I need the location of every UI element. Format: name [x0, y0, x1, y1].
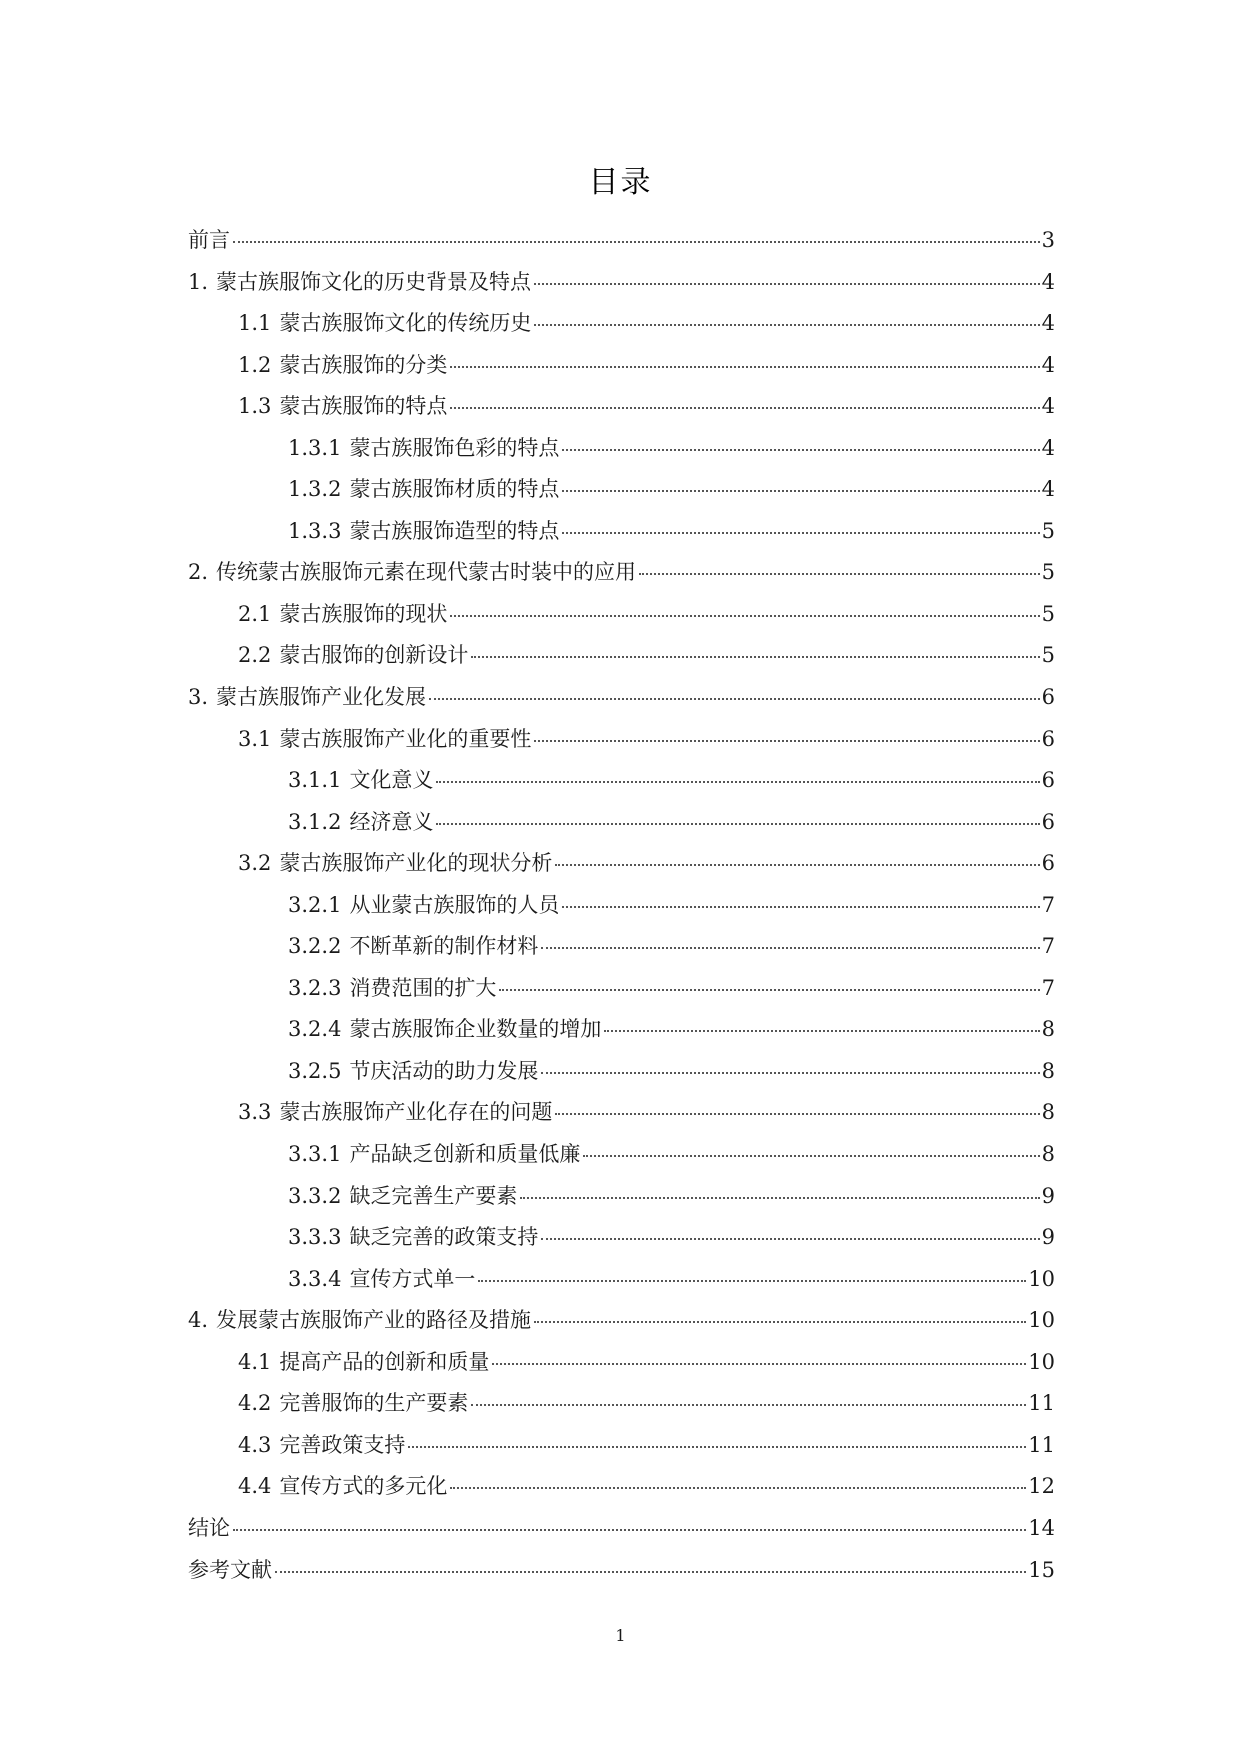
- dot-leader: [233, 1529, 1026, 1531]
- toc-entry-page: 5: [1041, 560, 1055, 585]
- toc-entry-label: 结论: [188, 1515, 230, 1540]
- toc-entry[interactable]: [188, 303, 1055, 345]
- toc-entry-number: 2.1: [238, 601, 272, 626]
- toc-entry-number: 3.1.1: [288, 768, 342, 793]
- toc-entry-page: 4: [1041, 352, 1055, 377]
- toc-entry-label: 缺乏完善生产要素: [349, 1183, 518, 1208]
- toc-entry[interactable]: [188, 386, 1055, 428]
- toc-entry-page: 8: [1041, 1017, 1055, 1042]
- toc-entry[interactable]: [188, 719, 1055, 761]
- dot-leader: [534, 324, 1039, 326]
- toc-entry[interactable]: [188, 469, 1055, 511]
- toc-entry-number: 1.3.3: [288, 518, 342, 543]
- toc-entry-label: 蒙古族服饰文化的历史背景及特点: [216, 269, 532, 294]
- dot-leader: [520, 1197, 1039, 1199]
- toc-entry-page: 5: [1041, 601, 1055, 626]
- toc-entry[interactable]: [188, 760, 1055, 802]
- toc-entry[interactable]: [188, 345, 1055, 387]
- toc-entry-number: 1.3.1: [288, 435, 342, 460]
- toc-entry-label: 参考文献: [188, 1557, 272, 1582]
- toc-entry[interactable]: [188, 262, 1055, 304]
- toc-entry-number: 1.: [188, 269, 209, 294]
- toc-entry[interactable]: [188, 885, 1055, 927]
- dot-leader: [450, 615, 1039, 617]
- toc-entry-page: 10: [1028, 1266, 1055, 1291]
- toc-entry[interactable]: [188, 1134, 1055, 1176]
- toc-entry-number: 1.2: [238, 352, 272, 377]
- toc-entry-page: 8: [1041, 1100, 1055, 1125]
- toc-entry-page: 12: [1028, 1474, 1055, 1499]
- toc-entry-label: 经济意义: [349, 809, 434, 834]
- toc-entry-page: 11: [1028, 1391, 1055, 1416]
- toc-entry-number: 3.3: [238, 1100, 272, 1125]
- dot-leader: [492, 1363, 1026, 1365]
- dot-leader: [534, 740, 1039, 742]
- toc-entry-page: 4: [1041, 269, 1055, 294]
- dot-leader: [562, 449, 1039, 451]
- toc-entry-number: 2.2: [238, 643, 272, 668]
- toc-entry-label: 缺乏完善的政策支持: [349, 1225, 539, 1250]
- toc-entry-page: 10: [1028, 1349, 1055, 1374]
- toc-entry[interactable]: [188, 1342, 1055, 1384]
- toc-entry-page: 6: [1041, 809, 1055, 834]
- toc-entry-label: 蒙古族服饰产业化存在的问题: [279, 1100, 553, 1125]
- toc-entry[interactable]: [188, 552, 1055, 594]
- toc-entry-number: 3.2.5: [288, 1058, 342, 1083]
- toc-entry[interactable]: [188, 635, 1055, 677]
- toc-entry-number: 1.1: [238, 311, 272, 336]
- dot-leader: [436, 823, 1039, 825]
- toc-entry-label: 蒙古族服饰产业化的现状分析: [279, 851, 553, 876]
- toc-entry[interactable]: [188, 511, 1055, 553]
- toc-entry[interactable]: [188, 1300, 1055, 1342]
- toc-entry-page: 11: [1028, 1432, 1055, 1457]
- table-of-contents: [188, 220, 1055, 1591]
- toc-entry-page: 14: [1028, 1515, 1055, 1540]
- toc-entry-page: 10: [1028, 1308, 1055, 1333]
- toc-entry-number: 4.1: [238, 1349, 272, 1374]
- toc-entry-number: 3.2.2: [288, 934, 342, 959]
- dot-leader: [450, 1487, 1026, 1489]
- toc-entry[interactable]: [188, 677, 1055, 719]
- toc-entry-label: 文化意义: [349, 768, 434, 793]
- dot-leader: [555, 1113, 1039, 1115]
- toc-entry-label: 蒙古族服饰材质的特点: [349, 477, 560, 502]
- dot-leader: [275, 1571, 1026, 1573]
- toc-entry-page: 4: [1041, 435, 1055, 460]
- toc-entry[interactable]: [188, 1425, 1055, 1467]
- toc-entry-label: 蒙古族服饰的分类: [279, 352, 448, 377]
- toc-entry-number: 3.2.1: [288, 892, 342, 917]
- dot-leader: [534, 1321, 1026, 1323]
- toc-entry-page: 6: [1041, 685, 1055, 710]
- toc-entry-label: 蒙古族服饰企业数量的增加: [349, 1017, 602, 1042]
- dot-leader: [555, 864, 1039, 866]
- toc-entry-label: 蒙古族服饰色彩的特点: [349, 435, 560, 460]
- toc-entry-page: 6: [1041, 768, 1055, 793]
- toc-entry[interactable]: [188, 1466, 1055, 1508]
- toc-entry-page: 3: [1041, 228, 1055, 252]
- toc-entry[interactable]: [188, 843, 1055, 885]
- dot-leader: [562, 906, 1039, 908]
- dot-leader: [541, 1238, 1039, 1240]
- toc-entry[interactable]: [188, 594, 1055, 636]
- page-title: 目录: [588, 165, 653, 200]
- dot-leader: [233, 241, 1040, 243]
- dot-leader: [408, 1446, 1026, 1448]
- toc-entry-label: 发展蒙古族服饰产业的路径及措施: [216, 1308, 532, 1333]
- toc-entry-number: 2.: [188, 560, 209, 585]
- toc-entry-label: 蒙古族服饰的现状: [279, 601, 448, 626]
- toc-entry[interactable]: [188, 1550, 1055, 1592]
- dot-leader: [478, 1280, 1026, 1282]
- toc-entry-number: 1.3.2: [288, 477, 342, 502]
- toc-entry-label: 宣传方式的多元化: [279, 1474, 448, 1499]
- toc-entry-number: 4.4: [238, 1474, 272, 1499]
- toc-entry-page: 5: [1041, 518, 1055, 543]
- toc-entry-label: 蒙古族服饰产业化发展: [216, 685, 427, 710]
- toc-entry-number: 3.1.2: [288, 809, 342, 834]
- toc-entry-page: 8: [1041, 1058, 1055, 1083]
- toc-entry-page: 7: [1041, 975, 1055, 1000]
- toc-entry-page: 9: [1041, 1225, 1055, 1250]
- toc-entry-label: 从业蒙古族服饰的人员: [349, 892, 560, 917]
- toc-entry-label: 完善政策支持: [279, 1432, 406, 1457]
- toc-entry-label: 传统蒙古族服饰元素在现代蒙古时装中的应用: [216, 560, 637, 585]
- dot-leader: [429, 698, 1040, 700]
- dot-leader: [534, 283, 1040, 285]
- toc-entry-number: 4.3: [238, 1432, 272, 1457]
- dot-leader: [562, 490, 1039, 492]
- toc-entry-label: 前言: [188, 228, 230, 252]
- dot-leader: [639, 573, 1040, 575]
- toc-entry-page: 6: [1041, 726, 1055, 751]
- dot-leader: [450, 366, 1039, 368]
- toc-entry[interactable]: [188, 1009, 1055, 1051]
- toc-entry-label: 宣传方式单一: [349, 1266, 476, 1291]
- dot-leader: [436, 781, 1039, 783]
- toc-entry-page: 15: [1028, 1557, 1055, 1582]
- toc-entry-label: 蒙古族服饰的特点: [279, 394, 448, 419]
- toc-entry[interactable]: [188, 1176, 1055, 1218]
- toc-entry-number: 4.2: [238, 1391, 272, 1416]
- toc-entry[interactable]: [188, 428, 1055, 470]
- dot-leader: [471, 1404, 1026, 1406]
- dot-leader: [562, 532, 1039, 534]
- toc-entry-number: 3.1: [238, 726, 272, 751]
- toc-entry[interactable]: [188, 1217, 1055, 1259]
- toc-entry-label: 完善服饰的生产要素: [279, 1391, 469, 1416]
- toc-entry[interactable]: [188, 968, 1055, 1010]
- dot-leader: [541, 1072, 1039, 1074]
- toc-entry-page: 9: [1041, 1183, 1055, 1208]
- toc-entry-label: 蒙古服饰的创新设计: [279, 643, 469, 668]
- toc-entry-page: 7: [1041, 892, 1055, 917]
- toc-entry-page: 4: [1041, 311, 1055, 336]
- toc-entry-page: 8: [1041, 1142, 1055, 1167]
- toc-entry-label: 不断革新的制作材料: [349, 934, 539, 959]
- toc-entry-page: 4: [1041, 394, 1055, 419]
- toc-entry-number: 3.2.4: [288, 1017, 342, 1042]
- toc-entry-label: 提高产品的创新和质量: [279, 1349, 490, 1374]
- toc-entry-number: 3.: [188, 685, 209, 710]
- toc-entry-label: 蒙古族服饰产业化的重要性: [279, 726, 532, 751]
- toc-entry[interactable]: [188, 220, 1055, 262]
- dot-leader: [541, 947, 1039, 949]
- toc-entry-number: 1.3: [238, 394, 272, 419]
- toc-entry-label: 产品缺乏创新和质量低廉: [349, 1142, 581, 1167]
- toc-entry-number: 3.3.4: [288, 1266, 342, 1291]
- toc-entry-number: 3.2: [238, 851, 272, 876]
- dot-leader: [499, 989, 1039, 991]
- toc-entry[interactable]: [188, 1383, 1055, 1425]
- toc-entry[interactable]: [188, 1259, 1055, 1301]
- toc-entry[interactable]: [188, 802, 1055, 844]
- toc-entry-number: 3.3.3: [288, 1225, 342, 1250]
- toc-entry-label: 蒙古族服饰文化的传统历史: [279, 311, 532, 336]
- page-number: 1: [615, 1626, 626, 1645]
- toc-entry-number: 3.3.2: [288, 1183, 342, 1208]
- toc-entry-page: 5: [1041, 643, 1055, 668]
- dot-leader: [604, 1030, 1039, 1032]
- toc-entry-label: 消费范围的扩大: [349, 975, 497, 1000]
- toc-entry[interactable]: [188, 1092, 1055, 1134]
- dot-leader: [583, 1155, 1039, 1157]
- dot-leader: [450, 407, 1039, 409]
- toc-entry[interactable]: [188, 1051, 1055, 1093]
- toc-entry[interactable]: [188, 1508, 1055, 1550]
- toc-entry-number: 3.3.1: [288, 1142, 342, 1167]
- toc-entry-number: 3.2.3: [288, 975, 342, 1000]
- toc-entry-page: 4: [1041, 477, 1055, 502]
- toc-entry-label: 蒙古族服饰造型的特点: [349, 518, 560, 543]
- toc-entry-page: 6: [1041, 851, 1055, 876]
- toc-entry-page: 7: [1041, 934, 1055, 959]
- toc-entry[interactable]: [188, 926, 1055, 968]
- toc-entry-number: 4.: [188, 1308, 209, 1333]
- toc-entry-label: 节庆活动的助力发展: [349, 1058, 539, 1083]
- dot-leader: [471, 656, 1039, 658]
